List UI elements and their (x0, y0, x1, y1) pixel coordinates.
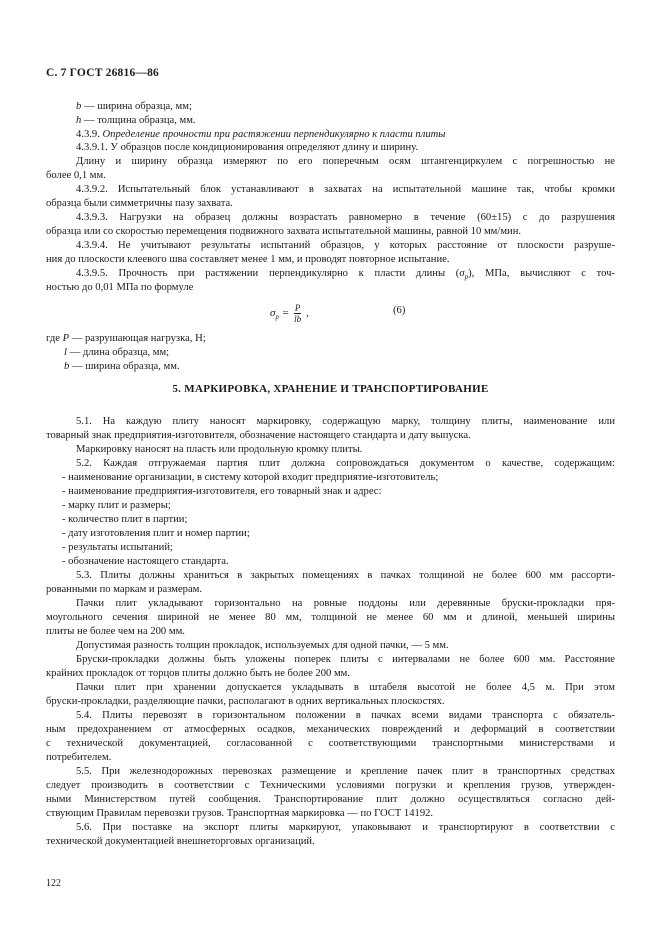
s5-list-item: - наименование организации, в систему которой входит предприятие-изготовитель; (62, 472, 439, 483)
s5-line: ным предохранением от атмосферных осадков, механических повреждений и деформаций в соответствии (46, 724, 615, 735)
clause-4-3-9-4-line2: ния до плоскости клеевого шва составляет менее 1 мм, и проводят повторное испытание. (46, 254, 450, 265)
s5-line: 5.5. При железнодорожных перевозках размещение и крепление пачек плит в транспортных средствах (76, 766, 615, 777)
s5-line: 5.1. На каждую плиту наносят маркировку, содержащую марку, толщину плиты, наименование или (76, 416, 615, 427)
clause-4-3-9-3-line1: 4.3.9.3. Нагрузки на образец должны возрастать равномерно в течение (60±15) с до разрушения (76, 212, 615, 223)
def-b: b — ширина образца, мм; (76, 101, 192, 112)
clause-4-3-9-3-line2: образца или со скоростью перемещения подвижного захвата испытательной машины, равной 10 мм/мин. (46, 226, 522, 237)
s5-line: рованными по маркам и размерам. (46, 584, 203, 595)
s5-list-item: - результаты испытаний; (62, 542, 173, 553)
s5-line: Бруски-прокладки должны быть уложены поперек плиты с интервалами не более 600 мм. Расстояние (76, 654, 615, 665)
clause-4-3-9-5-line2: ностью до 0,01 МПа по формуле (46, 282, 194, 293)
clause-4-3-9-1: 4.3.9.1. У образцов после кондиционирования определяют длину и ширину. (76, 142, 419, 153)
running-header: С. 7 ГОСТ 26816—86 (46, 67, 159, 79)
s5-list-item: - марку плит и размеры; (62, 500, 171, 511)
s5-line: ными Министерством путей сообщения. Транспортирование плит должно осуществляться согласно дей- (46, 794, 615, 805)
s5-line: 5.4. Плиты перевозят в горизонтальном положении в пачках всеми видами транспорта с обязатель- (76, 710, 615, 721)
s5-line: Маркировку наносят на пласть или продольную кромку плиты. (76, 444, 363, 455)
s5-line: моугольного сечения шириной не менее 80 мм, толщиной не менее 60 мм и длиной, меньшей ширины (46, 612, 615, 623)
page-number: 122 (46, 878, 61, 889)
s5-line: с технической документацией, согласованной с соответствующими транспортными министерствами и (46, 738, 615, 749)
para-measure-2: более 0,1 мм. (46, 170, 106, 181)
section-5-title: 5. МАРКИРОВКА, ХРАНЕНИЕ И ТРАНСПОРТИРОВАНИЕ (172, 383, 489, 395)
s5-line: товарный знак предприятия-изготовителя, обозначение настоящего стандарта и дату выпуска. (46, 430, 471, 441)
para-measure-1: Длину и ширину образца измеряют по его поперечным осям штангенциркулем с погрешностью не (76, 156, 615, 167)
equation-number: (6) (393, 305, 406, 316)
clause-4-3-9-5-line1: 4.3.9.5. Прочность при растяжении перпендикулярно к пласти длины $(\sigma_р)$, МПа, вычисляют с точ- (76, 268, 615, 282)
clause-4-3-9-4-line1: 4.3.9.4. Не учитывают результаты испытаний образцов, у которых расстояние от плоскости разруше- (76, 240, 615, 251)
formula-fraction: $\frac{P}{lb}$ (294, 303, 302, 324)
s5-line: технической документацией внешнеторговых организаций. (46, 836, 315, 847)
s5-line: Допустимая разность толщин прокладок, используемых для одной пачки, — 5 мм. (76, 640, 449, 651)
formula-6: $\sigma_р$ = $\frac{P}{lb}$ , (270, 303, 309, 324)
s5-line: бруски-прокладки, разделяющие пачки, располагают в одних вертикальных плоскостях. (46, 696, 445, 707)
clause-4-3-9-title: 4.3.9. Определение прочности при растяжении перпендикулярно к пласти плиты (76, 129, 446, 140)
s5-line: Пачки плит укладывают горизонтально на ровные поддоны или деревянные бруски-прокладки пря- (76, 598, 615, 609)
where-b: b — ширина образца, мм. (64, 361, 180, 372)
clause-4-3-9-2-line2: образца были симметричны пазу захвата. (46, 198, 233, 209)
s5-line: 5.2. Каждая отгружаемая партия плит должна сопровождаться документом о качестве, содержащим: (76, 458, 615, 469)
s5-list-item: - количество плит в партии; (62, 514, 188, 525)
s5-line: следует производить в соответствии с Техническими условиями погрузки и крепления грузов, утвержден- (46, 780, 615, 791)
s5-line: плиты не более чем на 200 мм. (46, 626, 185, 637)
where-p: где P — разрушающая нагрузка, Н; (46, 333, 206, 344)
s5-line: 5.3. Плиты должны храниться в закрытых помещениях в пачках толщиной не более 600 мм рассорти- (76, 570, 615, 581)
s5-line: потребителем. (46, 752, 112, 763)
clause-4-3-9-2-line1: 4.3.9.2. Испытательный блок устанавливают в захватах на испытательной машине так, чтобы кромки (76, 184, 615, 195)
s5-line: ствующим Правилам перевозки грузов. Транспортная маркировка — по ГОСТ 14192. (46, 808, 434, 819)
s5-list-item: - наименование предприятия-изготовителя, его товарный знак и адрес: (62, 486, 382, 497)
def-h: h — толщина образца, мм. (76, 115, 196, 126)
s5-line: Пачки плит при хранении допускается укладывать в штабеля высотой не более 4,5 м. При этом (76, 682, 615, 693)
s5-list-item: - обозначение настоящего стандарта. (62, 556, 229, 567)
where-l: l — длина образца, мм; (64, 347, 170, 358)
s5-line: крайних прокладок от торцов плиты должно быть не более 200 мм. (46, 668, 351, 679)
s5-line: 5.6. При поставке на экспорт плиты маркируют, упаковывают и транспортируют в соответствии с (76, 822, 615, 833)
s5-list-item: - дату изготовления плит и номер партии; (62, 528, 250, 539)
